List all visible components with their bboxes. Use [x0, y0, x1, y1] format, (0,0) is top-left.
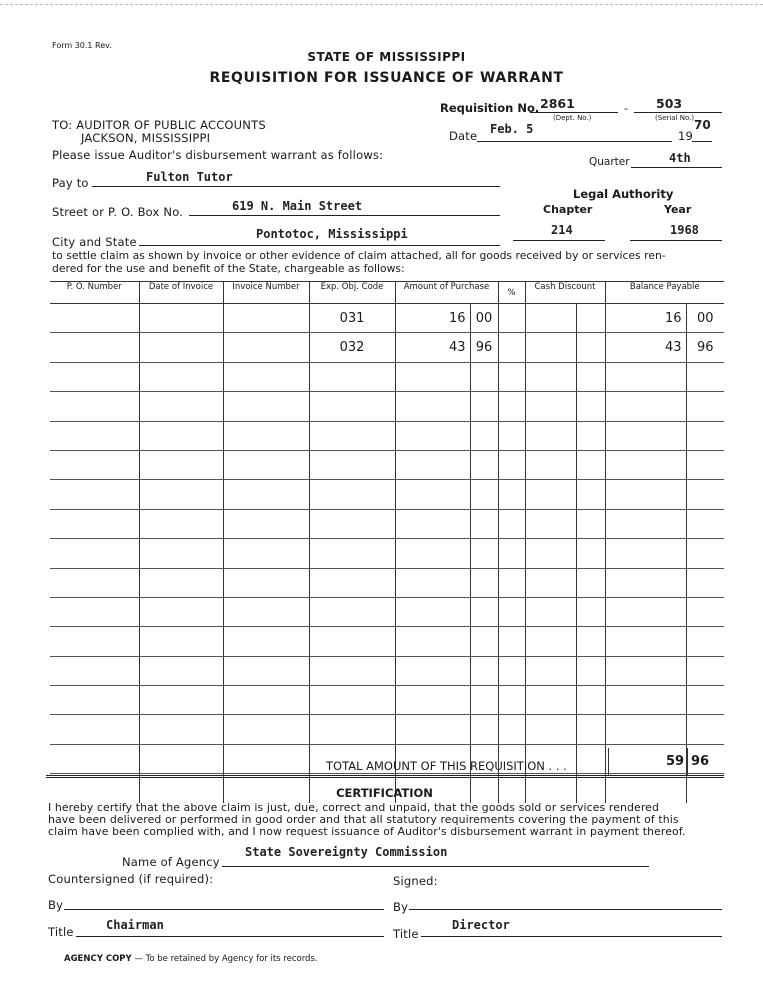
header-cash-discount: Cash Discount: [525, 282, 605, 304]
by-label-right: By: [393, 900, 409, 914]
chapter-line: [513, 240, 605, 241]
serial-no-line: [634, 112, 722, 113]
table-row: [50, 568, 724, 597]
table-row: [50, 656, 724, 685]
page-title: REQUISITION FOR ISSUANCE OF WARRANT: [209, 70, 564, 86]
footer-copy-bold: AGENCY COPY: [64, 954, 132, 964]
quarter-label: Quarter: [589, 156, 630, 168]
balance-dollars-cell: 43: [605, 333, 686, 362]
pay-to-label: Pay to: [52, 176, 89, 190]
title-right-value: Director: [452, 918, 510, 932]
certification-line3: claim have been complied with, and I now request issuance of Auditor's disbursement warrant in payment thereof.: [48, 825, 686, 838]
line-items-table: [50, 281, 724, 803]
disbursement-instruction: Please issue Auditor's disbursement warrant as follows:: [52, 148, 384, 162]
title-line-left: [76, 936, 384, 937]
city-line: [139, 245, 500, 246]
table-row: [50, 715, 724, 744]
year-suffix: 70: [694, 118, 711, 132]
table-header-row: [50, 282, 724, 304]
addressee-line1: TO: AUDITOR OF PUBLIC ACCOUNTS: [52, 118, 266, 132]
footer-copy-rest: — To be retained by Agency for its records.: [131, 954, 318, 964]
title-label-left: Title: [48, 925, 74, 939]
certification-line2: have been delivered or performed in good order and that all statutory requirements covering the payment of this: [48, 813, 679, 826]
serial-caption: (Serial No.): [655, 114, 695, 122]
table-row: [50, 362, 724, 391]
by-line-right: [409, 909, 722, 910]
exp-code-cell: 031: [309, 304, 395, 333]
balance-dollars-cell: 16: [605, 304, 686, 333]
city-label: City and State: [52, 235, 137, 249]
header-invoice-number: Invoice Number: [223, 282, 309, 304]
by-label-left: By: [48, 898, 64, 912]
settle-text-1: to settle claim as shown by invoice or other evidence of claim attached, all for goods received by or services ren-: [52, 249, 666, 262]
countersigned-label: Countersigned (if required):: [48, 872, 214, 886]
legal-year-line: [630, 240, 722, 241]
date-value: Feb. 5: [490, 122, 534, 136]
header-amount-of-purchase: Amount of Purchase: [395, 282, 498, 304]
header-percent: %: [498, 282, 525, 304]
balance-cents-cell: 00: [686, 304, 724, 333]
total-divider-left: [608, 748, 609, 775]
table-row: [50, 421, 724, 450]
by-line-left: [64, 909, 384, 910]
state-heading: STATE OF MISSISSIPPI: [307, 50, 466, 64]
requisition-label: Requisition No.: [440, 101, 540, 115]
quarter-value: 4th: [669, 151, 691, 165]
signed-label: Signed:: [393, 874, 438, 888]
settle-text-2: dered for the use and benefit of the State, chargeable as follows:: [52, 262, 405, 275]
dept-caption: (Dept. No.): [553, 114, 592, 122]
chapter-value: 214: [551, 223, 573, 237]
header-po-number: P. O. Number: [50, 282, 139, 304]
table-row: [50, 686, 724, 715]
agency-value: State Sovereignty Commission: [245, 845, 448, 859]
footer-note: [64, 954, 318, 964]
table-row: [50, 480, 724, 509]
year-line: [692, 141, 712, 142]
date-line: [477, 141, 672, 142]
balance-cents-cell: 96: [686, 333, 724, 362]
legal-authority-heading: Legal Authority: [573, 187, 674, 201]
dept-no-value: 2861: [540, 96, 575, 111]
quarter-line: [631, 167, 722, 168]
title-left-value: Chairman: [106, 918, 164, 932]
amount-cents-cell: 00: [470, 304, 498, 333]
table-row: [50, 304, 724, 333]
table-row: [50, 539, 724, 568]
serial-no-value: 503: [656, 96, 683, 111]
street-line: [189, 215, 500, 216]
header-balance-payable: Balance Payable: [605, 282, 724, 304]
table-row: [50, 509, 724, 538]
addressee-line2: JACKSON, MISSISSIPPI: [81, 131, 211, 145]
table-row: [50, 450, 724, 479]
table-row: [50, 627, 724, 656]
total-divider-cents: [687, 748, 688, 775]
amount-dollars-cell: 16: [395, 304, 470, 333]
certification-line1: I hereby certify that the above claim is just, due, correct and unpaid, that the goods sold or services rendered: [48, 801, 659, 814]
date-label: Date: [449, 129, 478, 143]
pay-to-line: [92, 186, 500, 187]
amount-dollars-cell: 43: [395, 333, 470, 362]
city-value: Pontotoc, Mississippi: [256, 227, 408, 241]
street-label: Street or P. O. Box No.: [52, 205, 184, 219]
exp-code-cell: 032: [309, 333, 395, 362]
agency-line: [222, 866, 649, 867]
table-row: [50, 597, 724, 626]
certification-heading: CERTIFICATION: [336, 786, 433, 800]
header-exp-obj-code: Exp. Obj. Code: [309, 282, 395, 304]
requisition-dash: -: [624, 102, 628, 115]
total-dollars: 59: [666, 754, 685, 769]
header-date-of-invoice: Date of Invoice: [139, 282, 223, 304]
pay-to-value: Fulton Tutor: [146, 170, 233, 184]
total-cents: 96: [691, 754, 710, 769]
agency-label: Name of Agency: [122, 855, 220, 869]
legal-year-value: 1968: [670, 223, 699, 237]
chapter-label: Chapter: [543, 203, 593, 216]
title-line-right: [421, 936, 722, 937]
title-label-right: Title: [393, 927, 419, 941]
form-id: Form 30.1 Rev.: [52, 41, 112, 50]
table-row: [50, 333, 724, 362]
total-double-rule: [46, 775, 724, 778]
year-prefix: 19: [678, 129, 694, 143]
table-row: [50, 392, 724, 421]
amount-cents-cell: 96: [470, 333, 498, 362]
year-label: Year: [664, 203, 692, 216]
scan-top-edge: [0, 4, 763, 5]
dept-no-line: [530, 112, 618, 113]
street-value: 619 N. Main Street: [232, 199, 363, 213]
total-label: TOTAL AMOUNT OF THIS REQUISITION . . .: [326, 759, 567, 773]
